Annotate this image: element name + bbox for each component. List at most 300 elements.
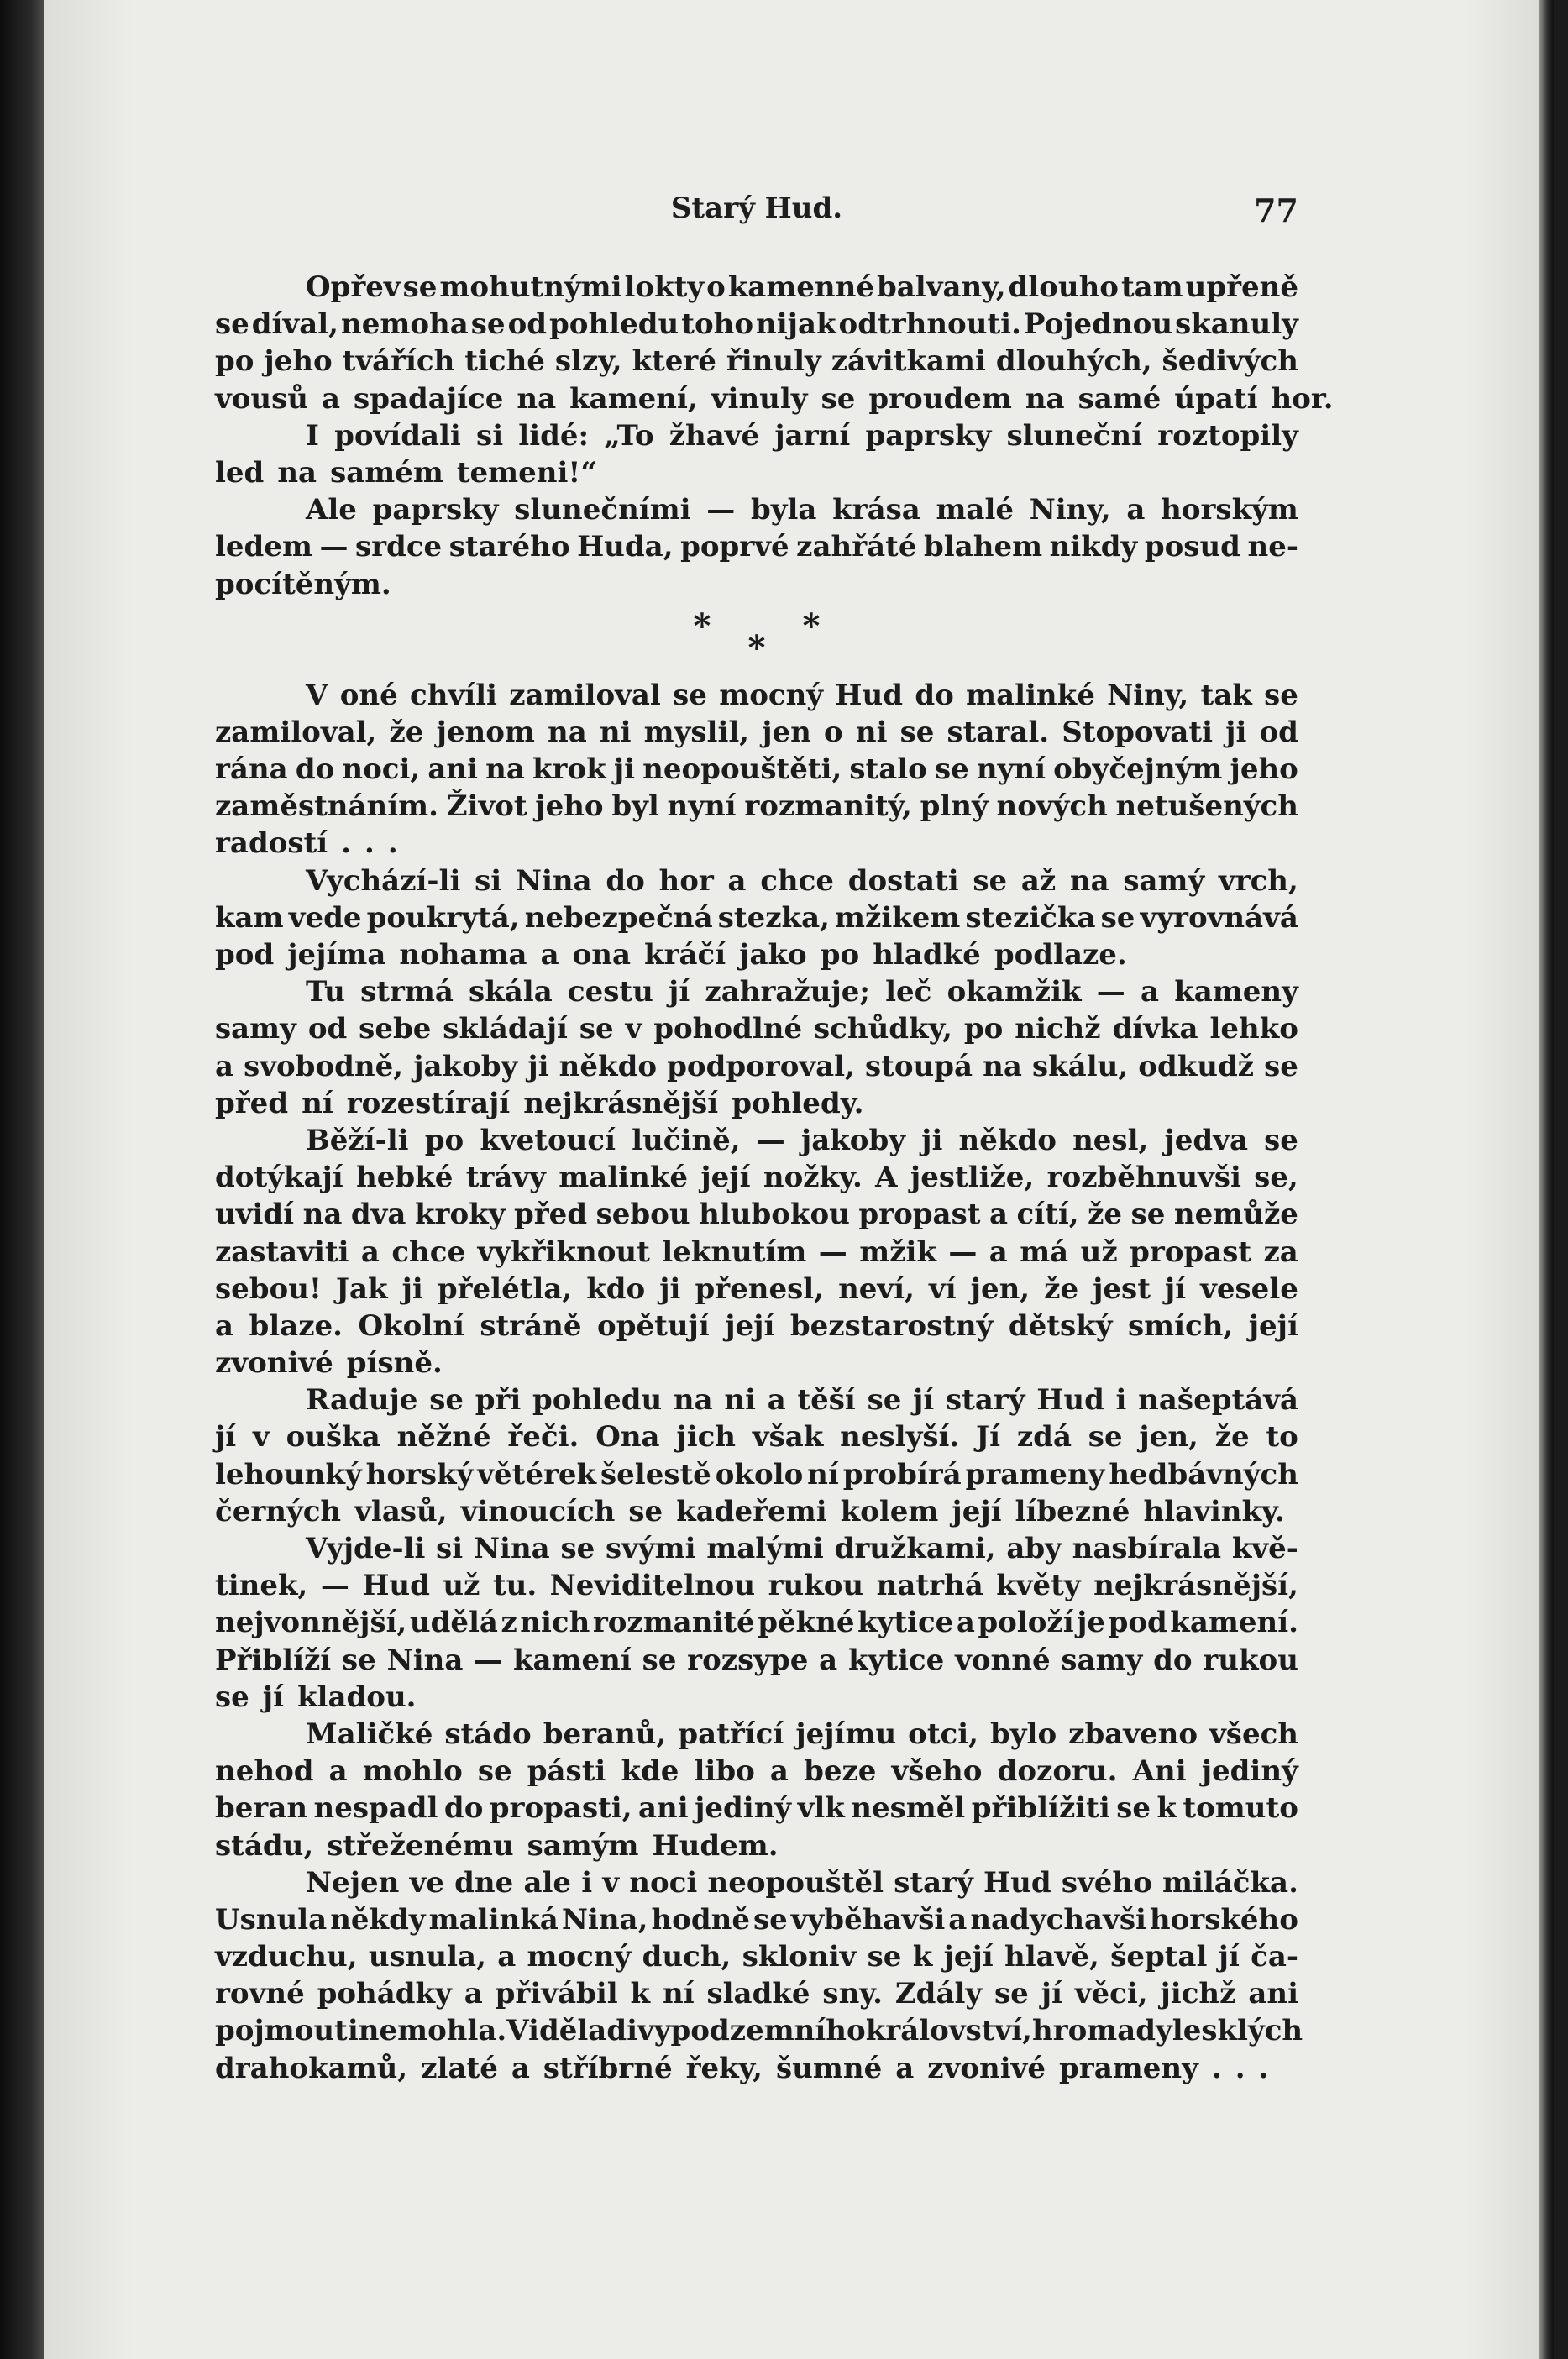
word: ní bbox=[302, 1086, 333, 1120]
word: Zdály bbox=[894, 1977, 983, 2011]
word: jediný bbox=[695, 1791, 792, 1826]
word: dlouhých, bbox=[995, 344, 1152, 379]
word: natrhá bbox=[876, 1569, 983, 1603]
word: jí bbox=[215, 1420, 237, 1455]
word: usnula, bbox=[368, 1940, 486, 1974]
word: tam bbox=[1120, 270, 1183, 304]
word: nemůže bbox=[1173, 1198, 1298, 1232]
word: starý bbox=[945, 1383, 1025, 1418]
word: kráčí bbox=[644, 938, 726, 972]
word: neopouštěl bbox=[707, 1865, 884, 1900]
text-line bbox=[215, 1122, 1298, 1159]
word: sebou! bbox=[215, 1271, 322, 1306]
word: někdo bbox=[958, 1123, 1057, 1157]
word: paprsky bbox=[865, 418, 992, 453]
word: vousů bbox=[215, 381, 309, 416]
paragraph bbox=[215, 1716, 1298, 1864]
word: dětský bbox=[1008, 1308, 1113, 1343]
word: větérek bbox=[477, 1457, 597, 1491]
word: bezstarostný bbox=[789, 1308, 994, 1343]
text-line bbox=[215, 899, 1298, 936]
text-line bbox=[215, 566, 1298, 603]
paragraph bbox=[215, 417, 1298, 491]
word: rozmanité bbox=[592, 1606, 755, 1640]
word: pocítěným. bbox=[215, 567, 391, 601]
text-line bbox=[215, 1418, 1298, 1455]
word: mocný bbox=[527, 1940, 632, 1974]
text-line bbox=[215, 1085, 1298, 1122]
word: na bbox=[1025, 381, 1065, 416]
word: nebezpečná bbox=[524, 900, 713, 935]
word: kadeřemi bbox=[676, 1494, 827, 1528]
word: paprsky bbox=[372, 493, 499, 527]
word: rovné bbox=[215, 1977, 305, 2011]
word: řeky, bbox=[685, 2051, 763, 2085]
word: zaměstnáním. bbox=[215, 789, 438, 824]
word: hlavinky. bbox=[1143, 1494, 1285, 1528]
word: stádo bbox=[444, 1717, 532, 1751]
word: povídali bbox=[334, 418, 461, 453]
word: ledem bbox=[215, 530, 312, 564]
word: Maličké bbox=[306, 1717, 433, 1751]
word: se bbox=[994, 1977, 1029, 2011]
word: stráně bbox=[480, 1308, 582, 1343]
word: hlubokou bbox=[699, 1198, 850, 1232]
word: srdce bbox=[355, 530, 443, 564]
word: prameny bbox=[1059, 2051, 1198, 2085]
word: k bbox=[630, 1977, 651, 2011]
word: na bbox=[673, 1383, 713, 1418]
word: nichž bbox=[1015, 1012, 1101, 1046]
word: Hud bbox=[362, 1569, 430, 1603]
word: sebe bbox=[359, 1012, 432, 1046]
word: pod bbox=[215, 938, 275, 972]
word: upřeně bbox=[1185, 270, 1298, 304]
word: stalo bbox=[849, 752, 927, 787]
text-line bbox=[215, 1196, 1298, 1233]
word: svými bbox=[605, 1532, 696, 1565]
word: nespadl bbox=[313, 1791, 438, 1826]
word: nových bbox=[996, 789, 1108, 824]
word: šeptal bbox=[1110, 1940, 1208, 1974]
word: pohádky bbox=[317, 1977, 452, 2011]
word: na bbox=[983, 1049, 1022, 1083]
word: tomuto bbox=[1183, 1791, 1298, 1826]
text-line bbox=[215, 1010, 1298, 1047]
word: jí bbox=[262, 1680, 284, 1714]
word: kvě- bbox=[1231, 1532, 1298, 1565]
word: dozoru. bbox=[997, 1754, 1118, 1789]
word: ví bbox=[928, 1271, 957, 1306]
word: na bbox=[277, 455, 317, 490]
word: lidé: bbox=[518, 418, 590, 453]
word: zdá bbox=[1016, 1420, 1072, 1455]
word: posud bbox=[1144, 530, 1240, 564]
word: věci, bbox=[1074, 1977, 1148, 2011]
word: nejkrásnější, bbox=[1093, 1569, 1298, 1603]
word: Ale bbox=[306, 493, 357, 527]
word: žhavé bbox=[669, 418, 760, 453]
text-line bbox=[215, 269, 1298, 306]
text-line bbox=[215, 751, 1298, 788]
word: v bbox=[253, 1420, 270, 1455]
word: vzduchu, bbox=[215, 1940, 358, 1974]
word: pohledu bbox=[532, 1383, 663, 1418]
word: udělá bbox=[409, 1606, 498, 1640]
word: starého bbox=[448, 530, 570, 564]
word: díval, bbox=[251, 307, 339, 342]
word: stoupá bbox=[865, 1049, 973, 1083]
word: hodně bbox=[651, 1902, 750, 1937]
word: jeho bbox=[264, 344, 333, 379]
word: hor bbox=[658, 863, 714, 898]
word: a bbox=[360, 1235, 380, 1269]
word: krok bbox=[532, 752, 606, 787]
word: ji bbox=[659, 1271, 681, 1306]
word: stezka, bbox=[717, 900, 830, 935]
word: byl bbox=[611, 789, 659, 824]
word: pohodlné bbox=[653, 1012, 803, 1046]
word: jeho bbox=[535, 789, 604, 824]
word: podporoval, bbox=[667, 1049, 855, 1083]
word: blaze. bbox=[249, 1308, 343, 1343]
word: ani bbox=[638, 1791, 689, 1826]
text-line bbox=[215, 1901, 1298, 1938]
text-line bbox=[215, 1530, 1298, 1567]
word: samý bbox=[1123, 863, 1205, 898]
word: roztopily bbox=[1157, 418, 1298, 453]
word: na bbox=[517, 381, 557, 416]
word: — bbox=[756, 1123, 785, 1157]
word: to bbox=[1266, 1420, 1298, 1455]
word: jí bbox=[669, 975, 690, 1009]
word: kamenné bbox=[727, 270, 875, 304]
text-line bbox=[215, 491, 1298, 528]
word: a bbox=[540, 938, 559, 972]
word: při bbox=[475, 1383, 522, 1418]
word: se bbox=[215, 307, 249, 342]
word: až bbox=[1020, 863, 1057, 898]
word: kamení. bbox=[1170, 1606, 1298, 1640]
word: ji bbox=[921, 1123, 943, 1157]
word: Hud bbox=[983, 1865, 1051, 1900]
word: černých bbox=[215, 1494, 342, 1528]
word: se bbox=[973, 863, 1008, 898]
word: A bbox=[875, 1161, 898, 1195]
word: že bbox=[1044, 1271, 1079, 1306]
word: ve bbox=[409, 1865, 444, 1900]
word: střeženému bbox=[327, 1828, 514, 1863]
word: vesele bbox=[1200, 1271, 1298, 1306]
scan-left-edge bbox=[0, 0, 44, 2359]
word: se bbox=[1264, 1123, 1298, 1157]
word: se, bbox=[1254, 1161, 1298, 1195]
text-line bbox=[215, 1493, 1298, 1530]
word: ni bbox=[855, 715, 888, 749]
word: V bbox=[306, 678, 328, 712]
word: . bbox=[364, 826, 375, 861]
word: noci, bbox=[342, 752, 421, 787]
word: nasbírala bbox=[1072, 1532, 1222, 1565]
word: Huda, bbox=[577, 530, 674, 564]
word: se bbox=[1264, 1049, 1298, 1083]
word: jenom bbox=[436, 715, 535, 749]
word: trávy bbox=[465, 1161, 546, 1195]
word: slunečními bbox=[514, 493, 691, 527]
word: jakoby bbox=[800, 1123, 906, 1157]
text-line bbox=[215, 1381, 1298, 1418]
word: hor. bbox=[1271, 381, 1334, 416]
text-line bbox=[215, 1827, 1298, 1864]
word: vinoucích bbox=[460, 1494, 616, 1528]
word: kam bbox=[215, 900, 284, 935]
word: po bbox=[215, 344, 254, 379]
word: pohledy. bbox=[732, 1086, 864, 1120]
word: jí bbox=[913, 1383, 935, 1418]
text-section-after-break bbox=[215, 677, 1303, 2087]
paragraph bbox=[215, 1381, 1298, 1530]
word: šedivých bbox=[1162, 344, 1298, 379]
word: dlouho bbox=[1008, 270, 1119, 304]
word: květy bbox=[996, 1569, 1081, 1603]
word: samým bbox=[527, 1828, 639, 1863]
word: drahokamů, bbox=[215, 2051, 408, 2085]
word: leč bbox=[885, 975, 932, 1009]
word: netušených bbox=[1115, 789, 1298, 824]
word: šelestě bbox=[600, 1457, 711, 1491]
word: ní bbox=[807, 1457, 839, 1491]
word: které bbox=[632, 344, 716, 379]
word: písně. bbox=[346, 1346, 443, 1381]
paragraph bbox=[215, 269, 1334, 417]
word: libo bbox=[694, 1754, 755, 1789]
word: Stopovati bbox=[1062, 715, 1214, 749]
word: vinuly bbox=[711, 381, 808, 416]
word: se bbox=[673, 678, 707, 712]
word: a bbox=[895, 2051, 915, 2085]
word: ji bbox=[401, 1271, 423, 1306]
word: všeho bbox=[891, 1754, 983, 1789]
word: — bbox=[1096, 975, 1125, 1009]
word: blahem bbox=[924, 530, 1043, 564]
text-line bbox=[215, 825, 1298, 862]
word: někdy bbox=[330, 1902, 426, 1937]
word: staral. bbox=[947, 715, 1050, 749]
word: starý bbox=[894, 1865, 973, 1900]
word: skládají bbox=[443, 1012, 568, 1046]
word: ní bbox=[662, 1977, 695, 2011]
word: se bbox=[402, 270, 438, 304]
word: Vychází-li bbox=[306, 863, 461, 898]
text-line bbox=[215, 936, 1298, 973]
word: samy bbox=[1061, 1643, 1143, 1677]
separator-star: * bbox=[802, 605, 821, 646]
word: zamiloval, bbox=[215, 715, 377, 749]
word: nohama bbox=[399, 938, 527, 972]
word: ani bbox=[1248, 1977, 1298, 2011]
word: jen bbox=[762, 715, 811, 749]
word: byla bbox=[750, 493, 817, 527]
word: po bbox=[963, 1012, 1004, 1046]
word: a bbox=[215, 1308, 234, 1343]
word: a bbox=[989, 1198, 1008, 1232]
word: skloniv bbox=[742, 1940, 857, 1974]
word: vlk bbox=[797, 1791, 845, 1826]
word: samé bbox=[1078, 381, 1162, 416]
word: beran bbox=[215, 1791, 308, 1826]
word: chce bbox=[391, 1235, 466, 1269]
word: do bbox=[1153, 1643, 1193, 1677]
word: kvetoucí bbox=[480, 1123, 616, 1157]
word: propast bbox=[1130, 1235, 1252, 1269]
word: Hudem. bbox=[652, 1828, 779, 1863]
word: malé bbox=[936, 493, 1015, 527]
word: jako bbox=[739, 938, 807, 972]
word: vyběhavši bbox=[790, 1902, 946, 1937]
word: Opřev bbox=[306, 270, 401, 304]
word: její bbox=[700, 1161, 751, 1195]
word: odkudž bbox=[1138, 1049, 1255, 1083]
word: jen, bbox=[1139, 1420, 1198, 1455]
word: zastaviti bbox=[215, 1235, 349, 1269]
word: na bbox=[548, 715, 587, 749]
word: obyčejným bbox=[1053, 752, 1223, 787]
word: noci bbox=[629, 1865, 698, 1900]
word: uvidí bbox=[215, 1198, 295, 1232]
word: Tu bbox=[306, 975, 345, 1009]
word: z bbox=[501, 1606, 517, 1640]
word: okolo bbox=[715, 1457, 804, 1491]
word: „To bbox=[604, 418, 654, 453]
scan-right-edge bbox=[1539, 0, 1554, 2359]
text-line bbox=[215, 1679, 1298, 1716]
word: oné bbox=[339, 678, 398, 712]
word: Pojednou bbox=[1023, 307, 1173, 342]
word: ji bbox=[527, 1049, 549, 1083]
running-head bbox=[215, 191, 1298, 242]
word: se bbox=[429, 1383, 464, 1418]
word: a bbox=[989, 1235, 1008, 1269]
section-break bbox=[215, 603, 1298, 677]
word: proudem bbox=[868, 381, 1012, 416]
word: propast bbox=[858, 1198, 981, 1232]
word: ne- bbox=[1247, 530, 1298, 564]
word: družkami, bbox=[834, 1532, 996, 1565]
word: a bbox=[727, 863, 747, 898]
word: smích, bbox=[1127, 1308, 1234, 1343]
word: po bbox=[820, 938, 860, 972]
word: sny. bbox=[822, 1977, 883, 2011]
word: Viděla bbox=[506, 2014, 607, 2048]
word: nijak bbox=[756, 307, 836, 342]
word: přenesl, bbox=[695, 1271, 825, 1306]
word: za bbox=[1263, 1235, 1298, 1269]
word: všech bbox=[1209, 1717, 1298, 1751]
word: našeptává bbox=[1138, 1383, 1298, 1418]
word: si bbox=[476, 418, 504, 453]
word: řinuly bbox=[726, 344, 821, 379]
word: nejkrásnější bbox=[523, 1086, 719, 1120]
word: Neviditelnou bbox=[549, 1569, 756, 1603]
running-title: Starý Hud. bbox=[670, 191, 843, 225]
word: kdo bbox=[586, 1271, 646, 1306]
word: odtrhnouti. bbox=[838, 307, 1021, 342]
word: . bbox=[341, 826, 352, 861]
word: patřící bbox=[678, 1717, 784, 1751]
word: se bbox=[899, 715, 935, 749]
word: — bbox=[706, 493, 736, 527]
word: se bbox=[821, 381, 856, 416]
word: — bbox=[320, 1569, 349, 1603]
text-line bbox=[215, 862, 1298, 899]
word: Ani bbox=[1132, 1754, 1187, 1789]
text-line bbox=[215, 2050, 1298, 2087]
word: Nina bbox=[473, 1532, 550, 1565]
word: vyrovnává bbox=[1140, 900, 1298, 935]
text-line bbox=[215, 1271, 1298, 1308]
word: poprvé bbox=[680, 530, 789, 564]
word: však bbox=[752, 1420, 824, 1455]
word: kameny bbox=[1174, 975, 1298, 1009]
word: lokty bbox=[624, 270, 705, 304]
word: kroky bbox=[415, 1198, 506, 1232]
word: a bbox=[511, 2051, 530, 2085]
word: Ona bbox=[595, 1420, 660, 1455]
word: — bbox=[948, 1235, 978, 1269]
word: jejímu bbox=[795, 1717, 897, 1751]
word: před bbox=[215, 1086, 289, 1120]
word: se bbox=[477, 1754, 512, 1789]
word: zlaté bbox=[421, 2051, 498, 2085]
word: se bbox=[470, 307, 506, 342]
word: jí bbox=[1164, 1271, 1187, 1306]
text-line bbox=[215, 1345, 1298, 1381]
word: ouška bbox=[286, 1420, 380, 1455]
word: už bbox=[443, 1569, 480, 1603]
word: do bbox=[915, 678, 954, 712]
word: nadychavši bbox=[970, 1902, 1146, 1937]
word: pojmouti bbox=[215, 2014, 359, 2048]
word: cítí, bbox=[1016, 1198, 1079, 1232]
word: vede bbox=[288, 900, 362, 935]
text-line bbox=[215, 1308, 1298, 1345]
word: rána bbox=[215, 752, 288, 787]
word: o bbox=[824, 715, 843, 749]
word: malinké bbox=[966, 678, 1095, 712]
word: svobodně, bbox=[244, 1049, 404, 1083]
word: nejvonnější, bbox=[215, 1606, 407, 1640]
word: malinká bbox=[428, 1902, 559, 1937]
word: její bbox=[943, 1940, 994, 1974]
word: . bbox=[1211, 2051, 1222, 2085]
word: do bbox=[295, 752, 335, 787]
word: . bbox=[1235, 2051, 1245, 2085]
word: k bbox=[912, 1940, 933, 1974]
word: skanuly bbox=[1175, 307, 1298, 342]
word: od bbox=[507, 307, 548, 342]
paragraph bbox=[215, 862, 1298, 974]
word: zamiloval bbox=[509, 678, 661, 712]
word: samém bbox=[330, 455, 443, 490]
word: Niny, bbox=[1107, 678, 1189, 712]
word: malými bbox=[706, 1532, 824, 1565]
word: — bbox=[474, 1643, 503, 1677]
word: hebké bbox=[356, 1161, 454, 1195]
text-line bbox=[215, 1864, 1298, 1901]
text-line bbox=[215, 454, 1298, 491]
word: ni bbox=[724, 1383, 757, 1418]
word: si bbox=[475, 863, 502, 898]
